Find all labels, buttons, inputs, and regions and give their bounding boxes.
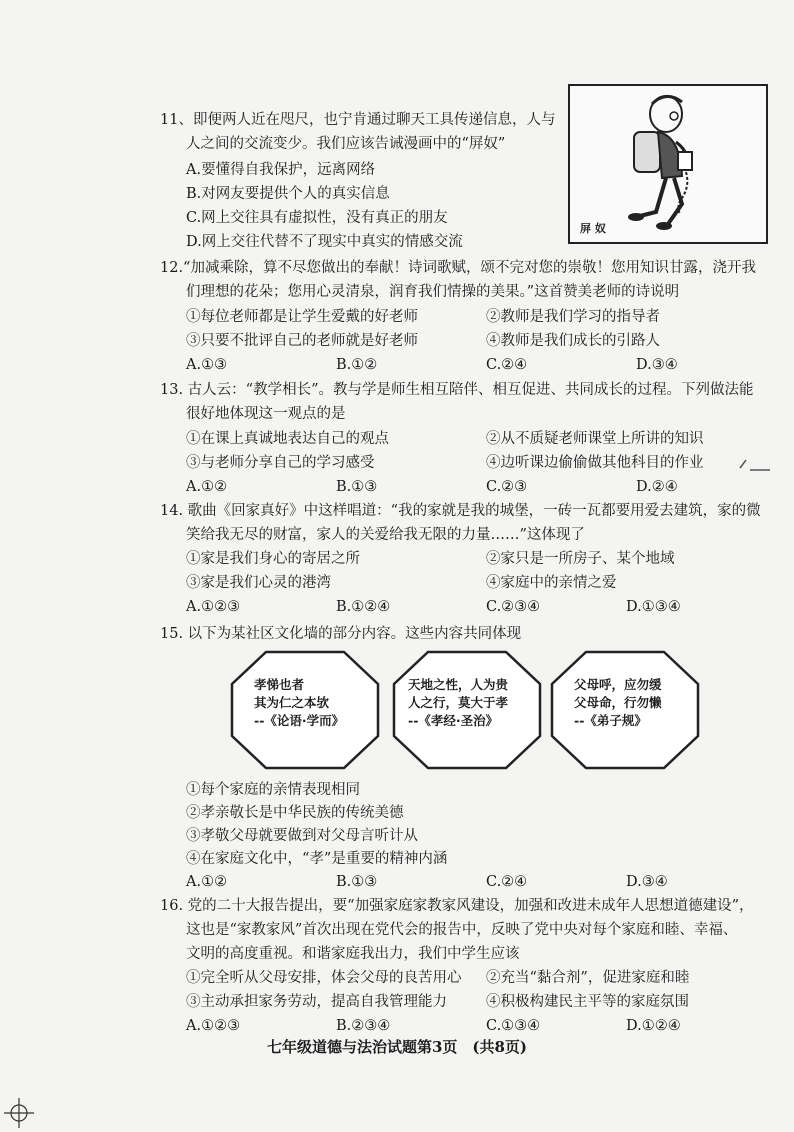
- q13-statement-1: ①在课上真诚地表达自己的观点: [186, 431, 389, 447]
- q14-line-1: 14. 歌曲《回家真好》中这样唱道：“我的家就是我的城堡，一砖一瓦都要用爱去建筑，家的微: [160, 503, 761, 519]
- q14-statement-2: ②家只是一所房子、某个地域: [486, 551, 675, 567]
- screen-slave-cartoon: [568, 84, 768, 244]
- cartoon-figure-icon: [570, 86, 766, 242]
- q14-choice-a: A.①②③: [186, 599, 241, 615]
- q11-option-c: C.网上交往具有虚拟性，没有真正的朋友: [186, 210, 448, 226]
- q11-option-a: A.要懂得自我保护，远离网络: [186, 162, 376, 178]
- q14-statement-3: ③家是我们心灵的港湾: [186, 575, 331, 591]
- quote-box-2-line-1: 天地之性，人为贵: [408, 677, 509, 692]
- q15-statement-2: ②孝亲敬长是中华民族的传统美德: [186, 805, 404, 821]
- quote-box-1-line-1: 孝悌也者: [254, 677, 305, 692]
- pencil-mark-icon: [736, 456, 776, 476]
- page-footer: 七年级道德与法治试题第3页 (共8页): [266, 1038, 528, 1056]
- q11-option-b: B.对网友要提供个人的真实信息: [186, 186, 390, 202]
- q14-line-2: 笑给我无尽的财富，家人的关爱给我无限的力量……”这体现了: [186, 527, 585, 543]
- q15-choice-c: C.②④: [486, 874, 528, 890]
- q15-statement-4: ④在家庭文化中，“孝”是重要的精神内涵: [186, 851, 448, 867]
- q12-choice-d: D.③④: [636, 357, 678, 373]
- q14-statement-1: ①家是我们身心的寄居之所: [186, 551, 360, 567]
- q12-choice-b: B.①②: [336, 357, 378, 373]
- q14-statement-4: ④家庭中的亲情之爱: [486, 575, 617, 591]
- q15-line-1: 15. 以下为某社区文化墙的部分内容。这些内容共同体现: [160, 626, 522, 642]
- q15-choice-b: B.①③: [336, 874, 378, 890]
- registration-mark-icon: [4, 1098, 34, 1128]
- q13-line-2: 很好地体现这一观点的是: [186, 406, 346, 422]
- quote-box-3-line-2: 父母命，行勿懒: [574, 695, 662, 710]
- quote-box-3-source: --《弟子规》: [574, 713, 647, 728]
- q16-choice-b: B.②③④: [336, 1018, 391, 1034]
- q12-choice-a: A.①③: [186, 357, 228, 373]
- q12-line-2: 们理想的花朵；您用心灵清泉，润育我们情操的美果。”这首赞美老师的诗说明: [186, 284, 680, 300]
- cartoon-caption: 屏 奴: [580, 222, 606, 235]
- q16-line-3: 文明的高度重视。和谐家庭我出力，我们中学生应该: [186, 946, 520, 962]
- q15-statement-1: ①每个家庭的亲情表现相同: [186, 782, 360, 798]
- q16-statement-2: ②充当“黏合剂”，促进家庭和睦: [486, 970, 690, 986]
- q13-choice-c: C.②③: [486, 479, 528, 495]
- q16-statement-3: ③主动承担家务劳动，提高自我管理能力: [186, 994, 447, 1010]
- q15-choice-d: D.③④: [626, 874, 668, 890]
- q11-option-d: D.网上交往代替不了现实中真实的情感交流: [186, 234, 463, 250]
- quote-box-analects: [230, 650, 380, 770]
- q12-statement-1: ①每位老师都是让学生爱戴的好老师: [186, 309, 418, 325]
- q16-choice-c: C.①③④: [486, 1018, 541, 1034]
- q13-choice-a: A.①②: [186, 479, 228, 495]
- q13-choice-b: B.①③: [336, 479, 378, 495]
- quote-box-1-line-2: 其为仁之本欤: [254, 695, 330, 710]
- q16-line-2: 这也是“家教家风”首次出现在党代会的报告中，反映了党中央对每个家庭和睦、幸福、: [186, 922, 738, 938]
- q11-line-1: 11、即便两人近在咫尺，也宁肯通过聊天工具传递信息，人与: [160, 112, 556, 128]
- q12-line-1: 12.“加减乘除，算不尽您做出的奉献！诗词歌赋，颂不完对您的崇敬！您用知识甘露，浇开我: [160, 260, 756, 276]
- quote-box-2-source: --《孝经·圣治》: [408, 713, 499, 728]
- q13-statement-4: ④边听课边偷偷做其他科目的作业: [486, 455, 704, 471]
- q12-statement-2: ②教师是我们学习的指导者: [486, 309, 660, 325]
- q13-statement-2: ②从不质疑老师课堂上所讲的知识: [486, 431, 704, 447]
- quote-box-2-line-2: 人之行，莫大于孝: [408, 695, 509, 710]
- quote-box-1-source: --《论语·学而》: [254, 713, 345, 728]
- quote-box-3-line-1: 父母呼，应勿缓: [574, 677, 662, 692]
- q14-choice-c: C.②③④: [486, 599, 541, 615]
- q14-choice-d: D.①③④: [626, 599, 681, 615]
- quote-box-disciple-rules: [550, 650, 700, 770]
- q13-choice-d: D.②④: [636, 479, 678, 495]
- q16-line-1: 16. 党的二十大报告提出，要“加强家庭家教家风建设，加强和改进未成年人思想道德建设”，: [160, 898, 754, 914]
- q13-statement-3: ③与老师分享自己的学习感受: [186, 455, 375, 471]
- q16-statement-4: ④积极构建民主平等的家庭氛围: [486, 994, 689, 1010]
- q16-statement-1: ①完全听从父母安排，体会父母的良苦用心: [186, 970, 462, 986]
- q13-line-1: 13. 古人云：“教学相长”。教与学是师生相互陪伴、相互促进、共同成长的过程。下列做法能: [160, 382, 754, 398]
- q12-statement-3: ③只要不批评自己的老师就是好老师: [186, 333, 418, 349]
- quote-box-filial-piety: [392, 650, 542, 770]
- q11-line-2: 人之间的交流变少。我们应该告诫漫画中的“屏奴”: [186, 136, 506, 152]
- q12-statement-4: ④教师是我们成长的引路人: [486, 333, 660, 349]
- q16-choice-d: D.①②④: [626, 1018, 681, 1034]
- q16-choice-a: A.①②③: [186, 1018, 241, 1034]
- q15-choice-a: A.①②: [186, 874, 228, 890]
- q14-choice-b: B.①②④: [336, 599, 391, 615]
- q15-statement-3: ③孝敬父母就要做到对父母言听计从: [186, 828, 418, 844]
- q12-choice-c: C.②④: [486, 357, 528, 373]
